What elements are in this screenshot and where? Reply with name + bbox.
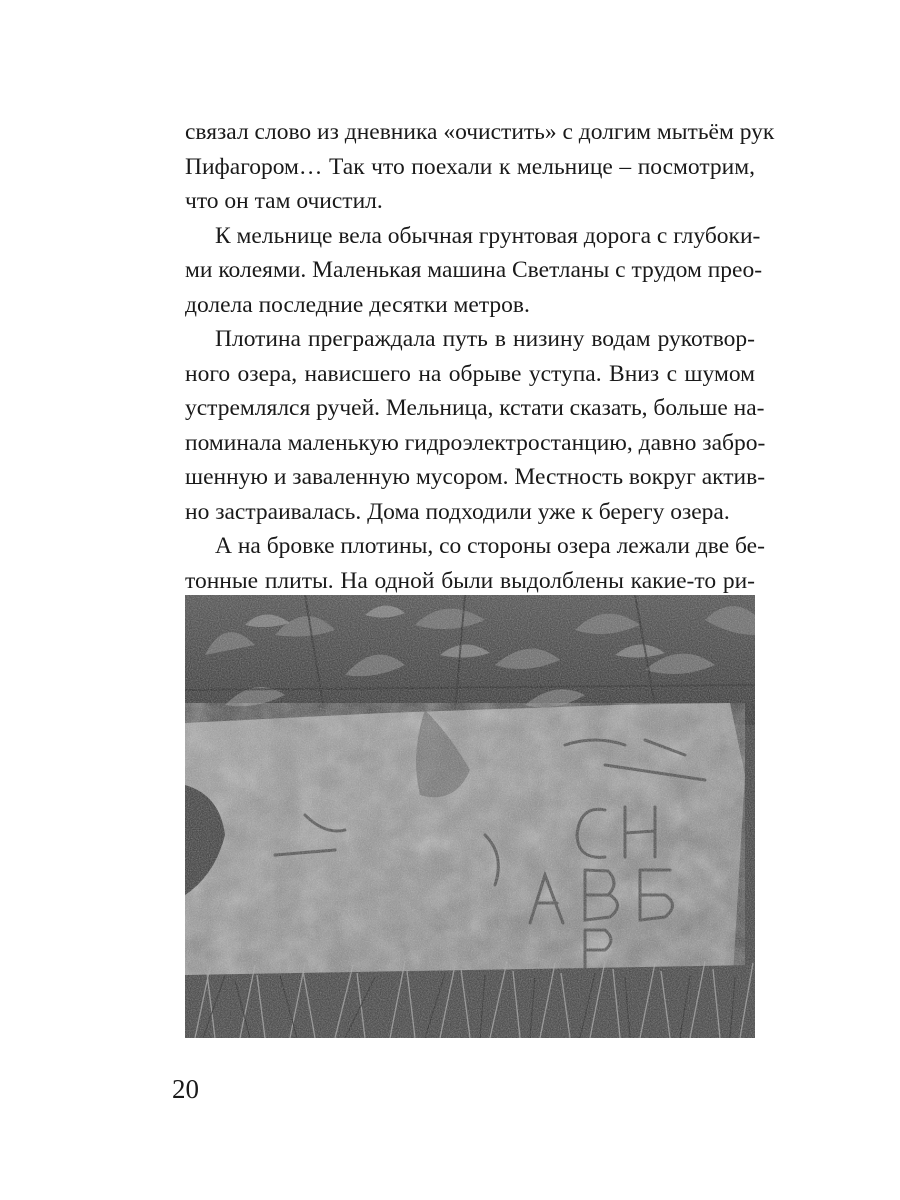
paragraph — [185, 322, 766, 529]
paragraph — [185, 115, 775, 219]
text-line: долела последние десятки метров. — [185, 291, 530, 318]
photo-illustration — [185, 595, 755, 1038]
text-line: тонные плиты. На одной были выдолблены какие-то ри- — [185, 567, 755, 594]
text-line: устремлялся ручей. Мельница, кстати сказать, больше на- — [185, 395, 765, 421]
text-line: шенную и заваленную мусором. Местность вокруг актив- — [185, 464, 766, 490]
text-line: связал слово из дневника «очистить» с долгим мытьём рук — [185, 119, 775, 145]
body-text — [185, 115, 775, 633]
paragraph — [185, 219, 763, 323]
text-line: что он там очистил. — [185, 188, 383, 214]
text-line: Пифагором… Так что поехали к мельнице – посмотрим, — [185, 153, 755, 180]
text-line: Плотина преграждала путь в низину водам рукотвор- — [215, 326, 755, 352]
text-line: ного озера, нависшего на обрыве уступа. Вниз с шумом — [185, 360, 755, 387]
text-line: но застраивалась. Дома подходили уже к берегу озера. — [185, 498, 730, 525]
text-line: поминала маленькую гидроэлектростанцию, давно забро- — [185, 429, 766, 456]
text-line: К мельнице вела обычная грунтовая дорога с глубоки- — [215, 222, 761, 249]
concrete-slab-photo — [185, 595, 755, 1038]
page-number: 20 — [172, 1074, 199, 1104]
text-line: А на бровке плотины, со стороны озера лежали две бе- — [215, 533, 765, 559]
text-line: ми колеями. Маленькая машина Светланы с трудом прео- — [185, 257, 763, 283]
